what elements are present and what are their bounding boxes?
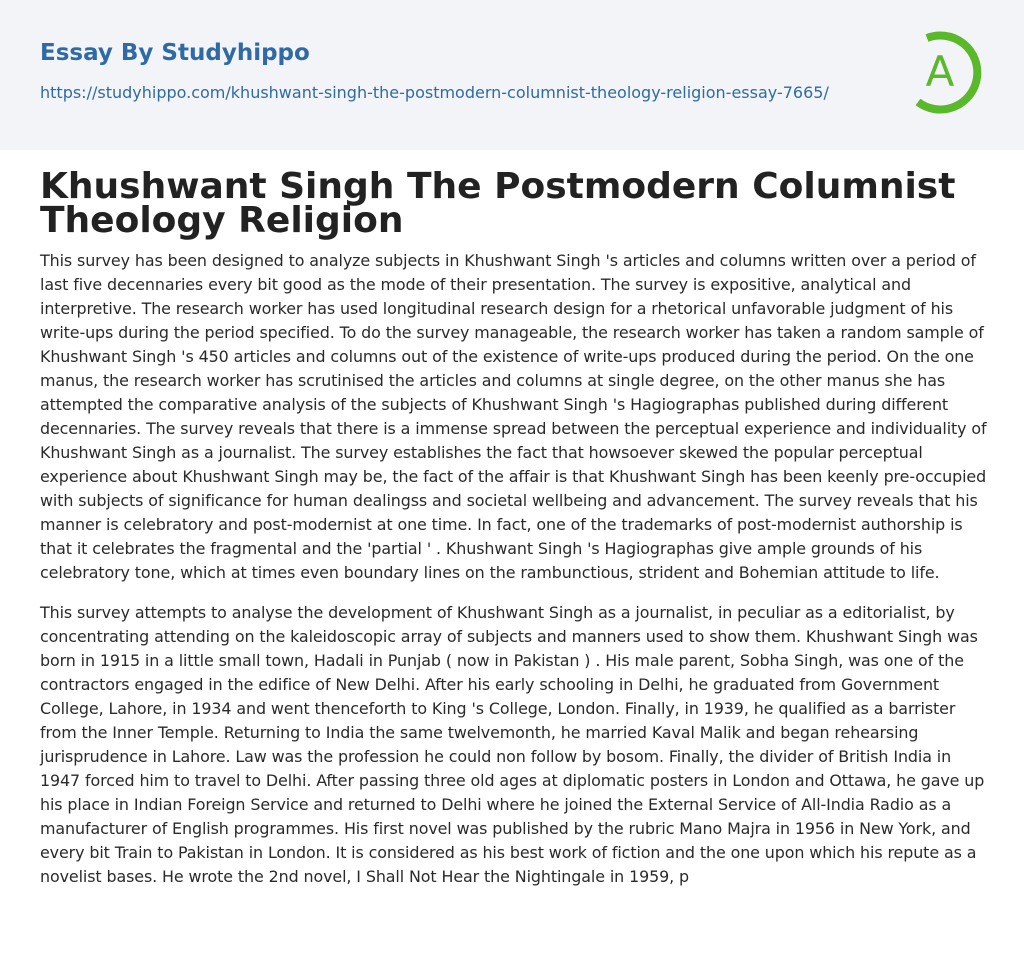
site-header <box>0 0 1024 150</box>
letter-a-circle-logo[interactable] <box>906 26 990 118</box>
page-title: Khushwant Singh The Postmodern Columnist Theology Religion <box>40 166 956 241</box>
site-brand[interactable]: Essay By Studyhippo <box>40 40 310 66</box>
article-body <box>40 249 988 905</box>
logo-letter: A <box>925 47 955 96</box>
source-url-link[interactable]: https://studyhippo.com/khushwant-singh-the-postmodern-columnist-theology-religion-essay-7665/ <box>40 83 829 102</box>
paragraph-2: This survey attempts to analyse the development of Khushwant Singh as a journalist, in peculiar as a editorialist, by concentrating attending on the kaleidoscopic array of subjects and manners used to show them. Khushwant Singh was born in 1915 in a little small town, Hadali in Punjab ( now in Pakistan ) . His male parent, Sobha Singh, was one of the contractors engaged in the edifice of New Delhi. After his early schooling in Delhi, he graduated from Government College, Lahore, in 1934 and went thenceforth to King 's College, London. Finally, in 1939, he qualified as a barrister from the Inner Temple. Returning to India the same twelvemonth, he married Kaval Malik and began rehearsing jurisprudence in Lahore. Law was the profession he could non follow by bosom. Finally, the divider of British India in 1947 forced him to travel to Delhi. After passing three old ages at diplomatic posters in London and Ottawa, he gave up his place in Indian Foreign Service and returned to Delhi where he joined the External Service of All-India Radio as a manufacturer of English programmes. His first novel was published by the rubric Mano Majra in 1956 in New York, and every bit Train to Pakistan in London. It is considered as his best work of fiction and the one upon which his repute as a novelist bases. He wrote the 2nd novel, I Shall Not Hear the Nightingale in 1959, p <box>40 603 985 886</box>
paragraph-1: This survey has been designed to analyze subjects in Khushwant Singh 's articles and columns written over a period of last five decennaries every bit good as the mode of their presentation. The survey is expositive, analytical and interpretive. The research worker has used longitudinal research design for a rhetorical unfavorable judgment of his write-ups during the period specified. To do the survey manageable, the research worker has taken a random sample of Khushwant Singh 's 450 articles and columns out of the existence of write-ups produced during the period. On the one manus, the research worker has scrutinised the articles and columns at single degree, on the other manus she has attempted the comparative analysis of the subjects of Khushwant Singh 's Hagiographas published during different decennaries. The survey reveals that there is a immense spread between the perceptual experience and individuality of Khushwant Singh as a journalist. The survey establishes the fact that howsoever skewed the popular perceptual experience about Khushwant Singh may be, the fact of the affair is that Khushwant Singh has been keenly pre-occupied with subjects of significance for human dealingss and societal wellbeing and advancement. The survey reveals that his manner is celebratory and post-modernist at one time. In fact, one of the trademarks of post-modernist authorship is that it celebrates the fragmental and the 'partial ' . Khushwant Singh 's Hagiographas give ample grounds of his celebratory tone, which at times even boundary lines on the rambunctious, strident and Bohemian attitude to life. <box>40 251 987 582</box>
